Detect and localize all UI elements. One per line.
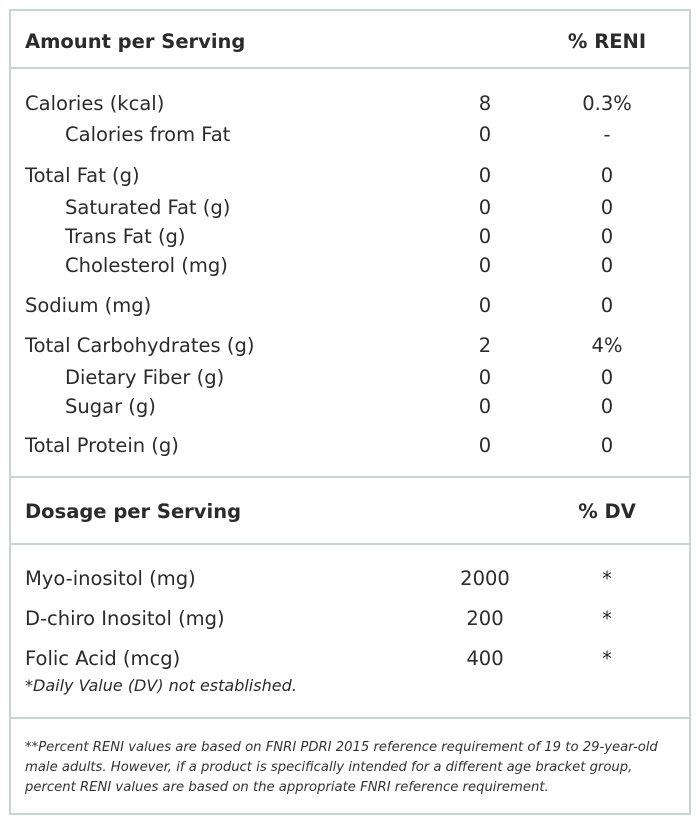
table-row — [11, 604, 689, 634]
row-label: Total Carbohydrates (g) — [25, 334, 255, 357]
table-row — [11, 120, 689, 150]
table-row — [11, 161, 689, 191]
row-label: Total Fat (g) — [25, 164, 140, 187]
row-value: 0 — [478, 294, 492, 317]
row-label: Sodium (mg) — [25, 294, 152, 317]
row-label: Myo-inositol (mg) — [25, 567, 196, 590]
table-row — [11, 291, 689, 321]
row-label: Trans Fat (g) — [65, 225, 186, 248]
row-pct: * — [602, 607, 612, 630]
table-row — [11, 331, 689, 361]
row-label: D-chiro Inositol (mg) — [25, 607, 225, 630]
row-pct: 4% — [591, 334, 623, 357]
row-label: Cholesterol (mg) — [65, 254, 228, 277]
table-row — [11, 222, 689, 252]
row-pct: 0 — [600, 164, 614, 187]
row-label: Saturated Fat (g) — [65, 196, 231, 219]
table-row — [11, 564, 689, 594]
row-pct: 0 — [600, 225, 614, 248]
row-label: Folic Acid (mcg) — [25, 647, 181, 670]
row-label: Calories (kcal) — [25, 92, 165, 115]
row-pct: - — [603, 123, 611, 146]
row-pct: 0.3% — [582, 92, 632, 115]
row-pct: 0 — [600, 434, 614, 457]
row-label: Sugar (g) — [65, 395, 156, 418]
nutrition-header-title: Amount per Serving — [25, 30, 246, 53]
reni-footnote: **Percent RENI values are based on FNRI PDRI 2015 reference requirement of 19 to 29-year-old male adults. However, if a product is specifically intended for a different age bracket group, percent RENI values are based on the appropriate FNRI reference requirement. — [25, 740, 658, 795]
divider — [11, 543, 689, 545]
table-row — [11, 251, 689, 281]
row-value: 0 — [478, 225, 492, 248]
table-row — [11, 89, 689, 119]
row-pct: 0 — [600, 196, 614, 219]
row-value: 2 — [478, 334, 492, 357]
row-label: Total Protein (g) — [25, 434, 179, 457]
divider — [11, 67, 689, 69]
divider — [11, 476, 689, 478]
dosage-header-pct-label: % DV — [578, 500, 636, 523]
table-row — [11, 363, 689, 393]
row-value: 2000 — [460, 567, 510, 590]
row-pct: 0 — [600, 254, 614, 277]
row-pct: * — [602, 567, 612, 590]
row-value: 0 — [478, 123, 492, 146]
daily-value-note: *Daily Value (DV) not established. — [25, 676, 297, 695]
row-label: Calories from Fat — [65, 123, 231, 146]
table-row — [11, 644, 689, 674]
row-value: 0 — [478, 395, 492, 418]
dosage-header — [11, 497, 689, 527]
row-value: 8 — [478, 92, 492, 115]
nutrition-header-pct-label: % RENI — [567, 30, 647, 53]
row-value: 0 — [478, 196, 492, 219]
row-value: 0 — [478, 164, 492, 187]
row-value: 400 — [466, 647, 504, 670]
row-value: 0 — [478, 434, 492, 457]
row-value: 200 — [466, 607, 504, 630]
row-pct: 0 — [600, 366, 614, 389]
nutrition-header — [11, 27, 689, 57]
table-row — [11, 431, 689, 461]
row-value: 0 — [478, 254, 492, 277]
row-pct: 0 — [600, 395, 614, 418]
nutrition-facts-panel — [9, 9, 691, 815]
row-pct: 0 — [600, 294, 614, 317]
row-pct: * — [602, 647, 612, 670]
row-label: Dietary Fiber (g) — [65, 366, 225, 389]
table-row — [11, 392, 689, 422]
dosage-header-title: Dosage per Serving — [25, 500, 242, 523]
table-row — [11, 193, 689, 223]
row-value: 0 — [478, 366, 492, 389]
divider — [11, 717, 689, 719]
